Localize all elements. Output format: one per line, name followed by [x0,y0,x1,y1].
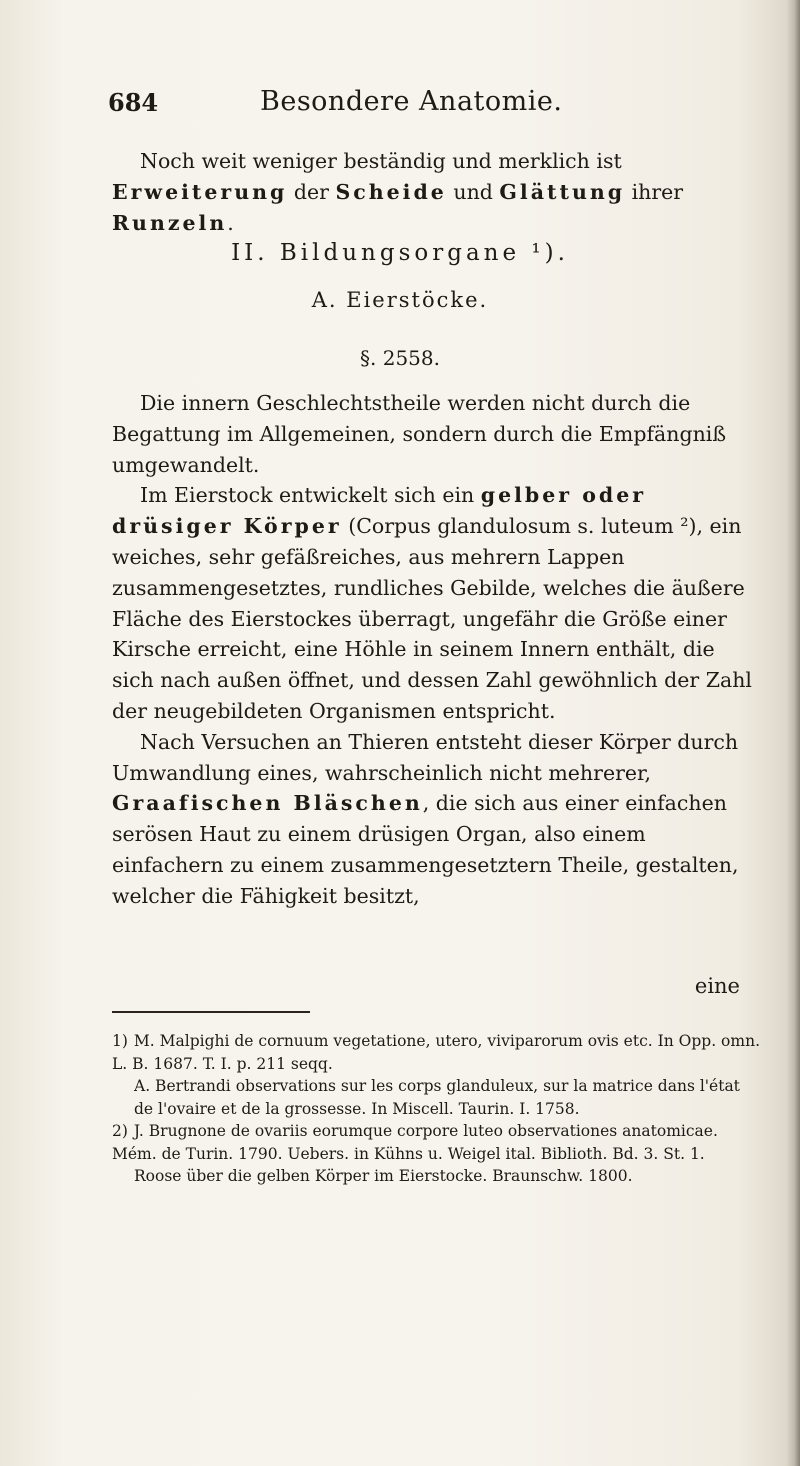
page-number: 684 [108,88,159,117]
intro-emphasis-glaettung: Glättung [499,179,626,204]
section-heading-bildungsorgane: II. Bildungsorgane ¹). [231,240,569,266]
main-text [112,388,762,912]
intro-paragraph [112,146,762,238]
footnote-2 [112,1120,762,1165]
emphasis-gelber-koerper: gelber oder drüsiger Körper [112,483,647,539]
body-paragraph-2 [112,480,762,726]
footnote-label: 2) [112,1122,128,1140]
intro-text: der [287,179,336,204]
footnote-2-continuation: Roose über die gelben Körper im Eierstocke. Braunschw. 1800. [134,1167,633,1185]
footnote-text: M. Malpighi de cornuum vegetatione, utero, viviparorum ovis etc. In Opp. omn. L. B. 1687. T. I. p. 211 seqq. [112,1032,760,1073]
body-paragraph-1: Die innern Geschlechtstheile werden nicht durch die Begattung im Allgemeinen, sondern durch die Empfängniß umgewandelt. [112,391,727,477]
body-paragraph-3 [112,727,762,912]
footnote-label: 1) [112,1032,128,1050]
intro-text: ihrer [625,179,684,204]
paragraph-number: §. 2558. [360,346,440,370]
running-title: Besondere Anatomie. [260,86,563,117]
intro-text: und [446,179,500,204]
footnote-1 [112,1030,762,1075]
intro-emphasis-runzeln: Runzeln [112,210,228,235]
footnote-rule [112,1011,310,1013]
catchword: eine [694,974,740,998]
footnotes [112,1030,762,1188]
body-text: (Corpus glandulosum s. luteum ²), ein weiches, sehr gefäßreiches, aus mehrern Lappen zusammengesetztes, rundliches Gebilde, welches die äußere Fläche des Eierstockes überragt, ungefähr die Größe einer Kirsche erreicht, eine Höhle in seinem Innern enthält, die sich nach außen öffnet, und dessen Zahl gewöhnlich der Zahl der neugebildeten Organismen entspricht. [112,514,752,723]
subsection-heading-eierstoecke: A. Eierstöcke. [311,288,489,312]
emphasis-graafische-blaeschen: Graafischen Bläschen [112,791,423,816]
intro-text: . [227,210,234,235]
page-edge-shadow [786,0,800,1466]
body-text: Nach Versuchen an Thieren entsteht dieser Körper durch Umwandlung eines, wahrscheinlich nicht mehrerer, [112,729,739,785]
intro-text: Noch weit weniger beständig und merklich ist [140,149,622,173]
footnote-1-continuation: A. Bertrandi observations sur les corps glanduleux, sur la matrice dans l'état de l'ovaire et de la grossesse. In Miscell. Taurin. I. 1758. [134,1077,740,1118]
intro-emphasis-scheide: Scheide [335,179,447,204]
page-header [108,88,748,128]
body-text: Im Eierstock entwickelt sich ein [140,483,481,508]
intro-emphasis-erweiterung: Erweiterung [112,179,288,204]
footnote-text: J. Brugnone de ovariis eorumque corpore luteo observationes anatomicae. Mém. de Turin. 1790. Uebers. in Kühns u. Weigel ital. Biblioth. Bd. 3. St. 1. [112,1122,718,1163]
body-text: , die sich aus einer einfachen serösen Haut zu einem drüsigen Organ, also einem einfachern zu einem zusammengesetztern Theile, gestalten, welcher die Fähigkeit besitzt, [112,791,739,908]
